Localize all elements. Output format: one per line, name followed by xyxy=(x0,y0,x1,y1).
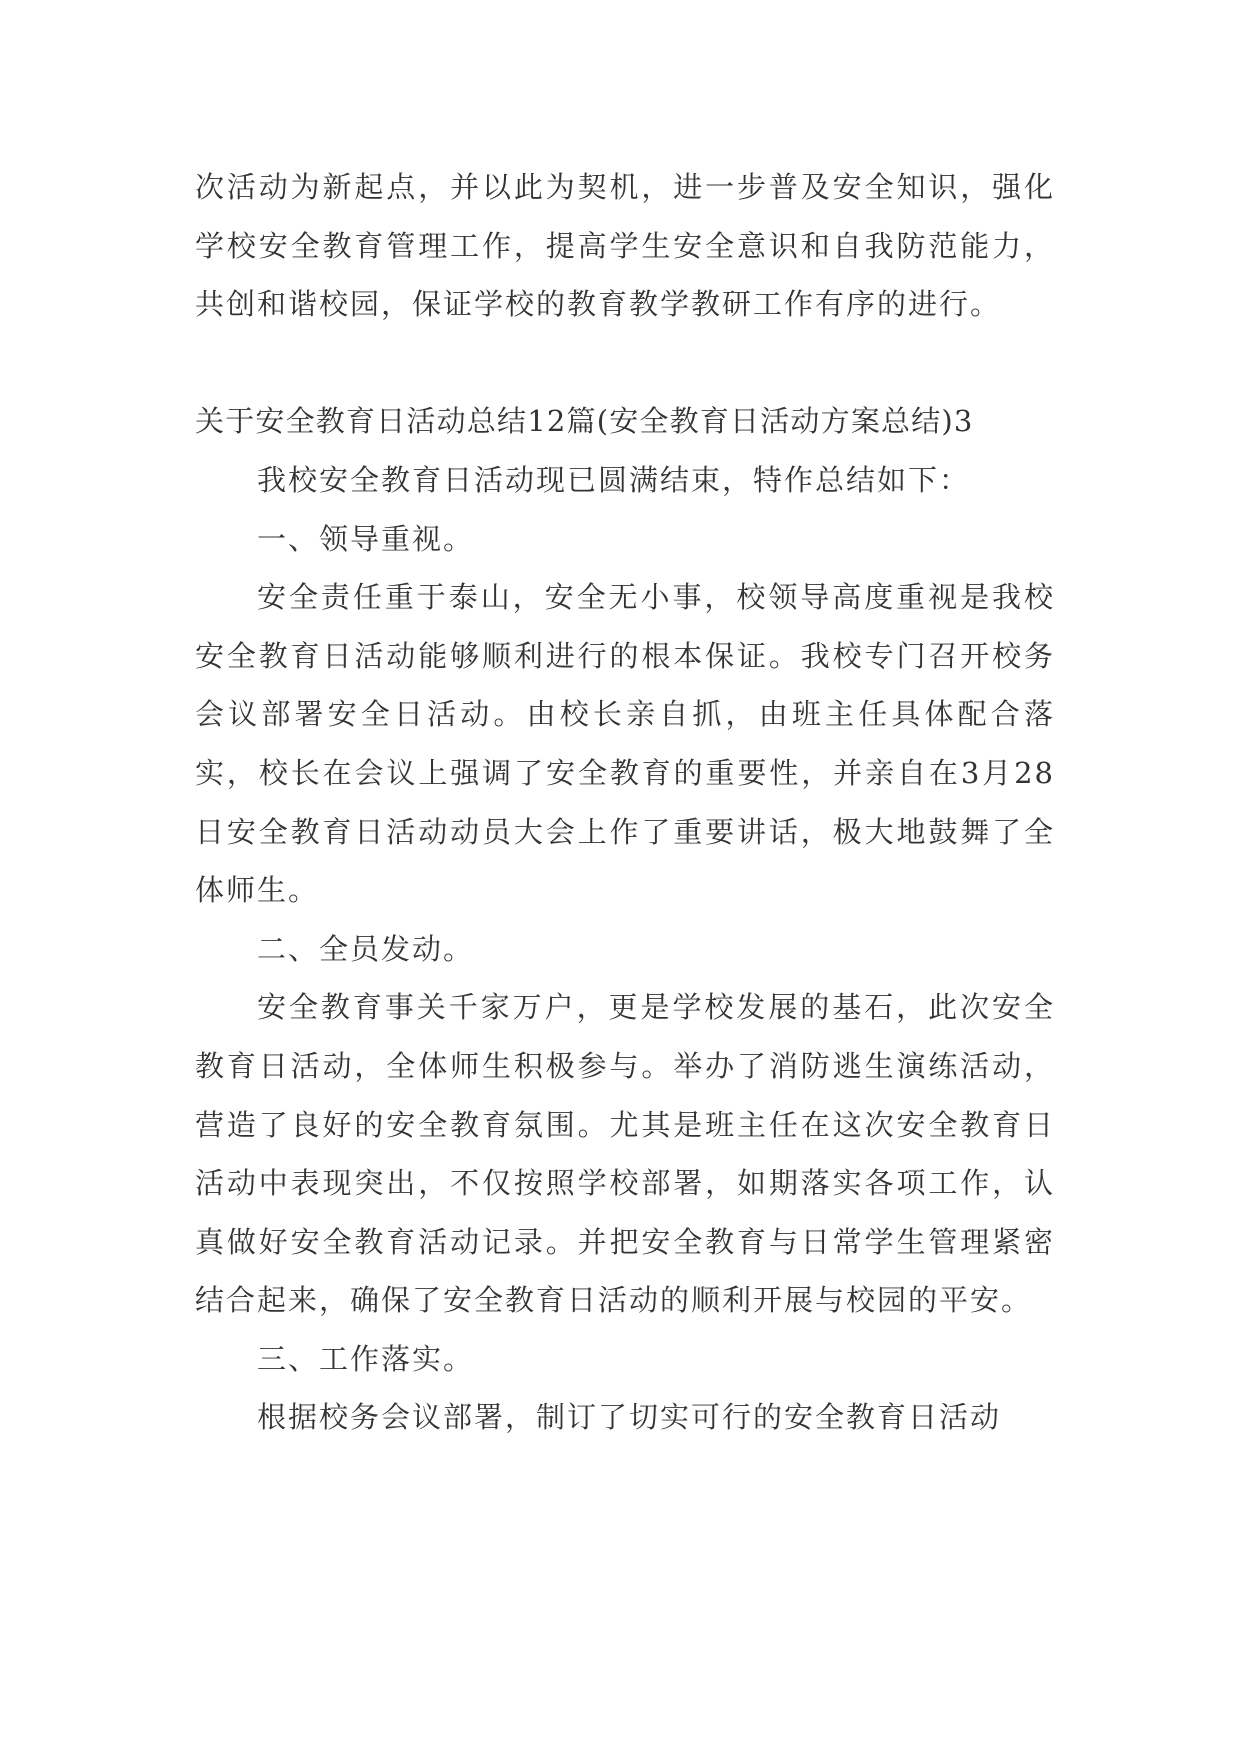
paragraph-implementation: 根据校务会议部署，制订了切实可行的安全教育日活动 xyxy=(257,1400,1002,1435)
heading-leadership: 一、领导重视。 xyxy=(257,521,475,556)
paragraph-mobilization: 安全教育事关千家万户，更是学校发展的基石，此次安全教育日活动，全体师生积极参与。举办了消防逃生演练活动，营造了良好的安全教育氛围。尤其是班主任在这次安全教育日活动中表现突出，不仅按照学校部署，如期落实各项工作，认真做好安全教育活动记录。并把安全教育与日常学生管理紧密结合起来，确保了安全教育日活动的顺利开展与校园的平安。 xyxy=(195,990,1055,1318)
paragraph-gap xyxy=(195,334,1055,393)
heading-mobilization: 二、全员发动。 xyxy=(257,931,475,966)
continued-paragraph: 次活动为新起点，并以此为契机，进一步普及安全知识，强化学校安全教育管理工作，提高学生安全意识和自我防范能力，共创和谐校园，保证学校的教育教学教研工作有序的进行。 xyxy=(195,170,1055,322)
section-title: 关于安全教育日活动总结12篇(安全教育日活动方案总结)3 xyxy=(195,404,974,439)
paragraph-leadership: 安全责任重于泰山，安全无小事，校领导高度重视是我校安全教育日活动能够顺利进行的根本保证。我校专门召开校务会议部署安全日活动。由校长亲自抓，由班主任具体配合落实，校长在会议上强调了安全教育的重要性，并亲自在3月28日安全教育日活动动员大会上作了重要讲话，极大地鼓舞了全体师生。 xyxy=(195,580,1055,908)
intro-paragraph: 我校安全教育日活动现已圆满结束，特作总结如下： xyxy=(257,462,971,497)
document-body xyxy=(195,158,1055,1447)
heading-implementation: 三、工作落实。 xyxy=(257,1341,475,1376)
